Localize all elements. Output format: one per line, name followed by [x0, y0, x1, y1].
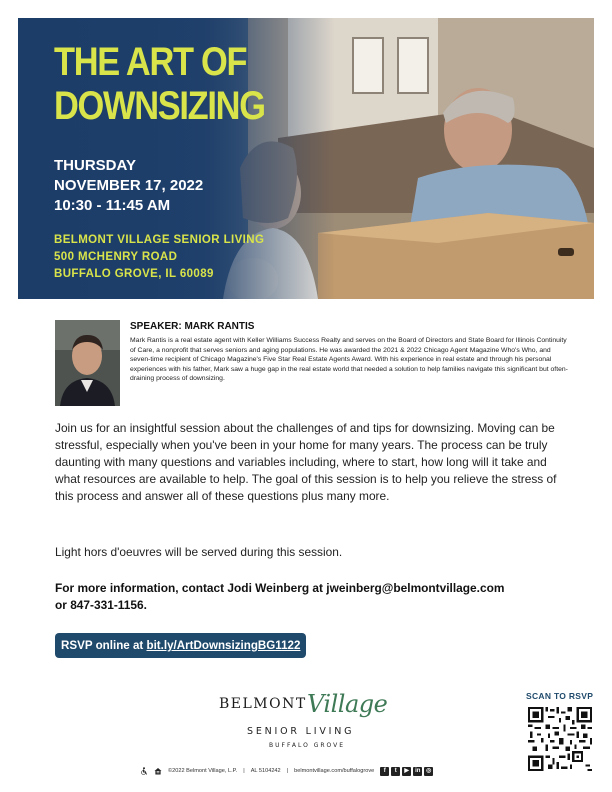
rsvp-prefix: RSVP online at [61, 639, 147, 652]
footer [140, 765, 433, 777]
logo-senior-living: SENIOR LIVING [247, 726, 355, 737]
social-icons [380, 767, 433, 776]
logo-village: Village [307, 690, 388, 718]
speaker-section [130, 321, 570, 384]
event-date: NOVEMBER 17, 2022 [54, 177, 204, 194]
qr-code[interactable] [528, 707, 592, 771]
rsvp-banner [55, 633, 306, 658]
logo-belmont: BELMONT [219, 696, 307, 712]
hero-banner [18, 18, 594, 299]
event-address [54, 232, 264, 283]
equal-housing-icon [154, 767, 162, 775]
event-description: Join us for an insightful session about the challenges of and tips for downsizing. Moving can be stressful, especially when you've been in your home for many years. The process can be truly daunting with many questions and variables including, where to start, how long will it take and what resources are available to help. The goal of this session is to help you relieve the stress of this process and answer all of these questions plus many more. [55, 421, 557, 503]
belmont-village-logo [215, 686, 400, 758]
footer-copyright: ©2022 Belmont Village, L.P. [168, 768, 238, 774]
footer-license: AL 5104242 [250, 768, 281, 774]
logo-city: BUFFALO GROVE [269, 742, 346, 749]
event-datetime [54, 156, 203, 216]
accessibility-icon [140, 767, 148, 775]
event-time: 10:30 - 11:45 AM [54, 197, 171, 214]
twitter-icon[interactable]: t [391, 767, 400, 776]
refreshments-note: Light hors d'oeuvres will be served during this session. [55, 545, 343, 559]
facebook-icon[interactable]: f [380, 767, 389, 776]
venue-city: BUFFALO GROVE, IL 60089 [54, 268, 214, 280]
footer-divider-2: | [286, 768, 289, 774]
instagram-icon[interactable]: ◎ [426, 767, 432, 774]
footer-divider-1: | [243, 768, 245, 774]
speaker-photo [55, 320, 120, 406]
title-line-2: DOWNSIZING [54, 84, 265, 128]
linkedin-icon[interactable]: in [415, 767, 421, 774]
venue-street: 500 MCHENRY ROAD [54, 251, 178, 263]
venue-name: BELMONT VILLAGE SENIOR LIVING [54, 234, 265, 246]
speaker-bio: Mark Rantis is a real estate agent with Keller Williams Success Realty and serves on the Board of Directors and State Board for Illinois Continuity of Care, a nonprofit that serves seniors and aging populations. He was awarded the 2021 & 2022 Chicago Agent Magazine Who's Who, and seven-time recipient of Chicago Magazine's Five Star Real Estate Agents Award. With his experience in real estate and through his personal experiences with his father, Mark saw a huge gap in the real estate world that needed a solution to help families navigate this significant but often-draining process of downsizing. [130, 337, 568, 383]
contact-line-2: or 847-331-1156. [55, 598, 147, 612]
speaker-heading: SPEAKER: MARK RANTIS [130, 321, 255, 332]
contact-line-1: For more information, contact Jodi Weinberg at jweinberg@belmontvillage.com [55, 581, 505, 595]
footer-url[interactable]: belmontvillage.com/buffalogrove [294, 768, 375, 774]
scan-to-rsvp-label: SCAN TO RSVP [526, 691, 594, 701]
title-line-1: THE ART OF [54, 40, 247, 84]
event-title [54, 40, 265, 128]
event-day: THURSDAY [54, 157, 136, 174]
youtube-icon[interactable]: ▶ [402, 767, 411, 776]
rsvp-link[interactable]: bit.ly/ArtDownsizingBG1122 [146, 639, 301, 652]
contact-info [55, 580, 563, 614]
